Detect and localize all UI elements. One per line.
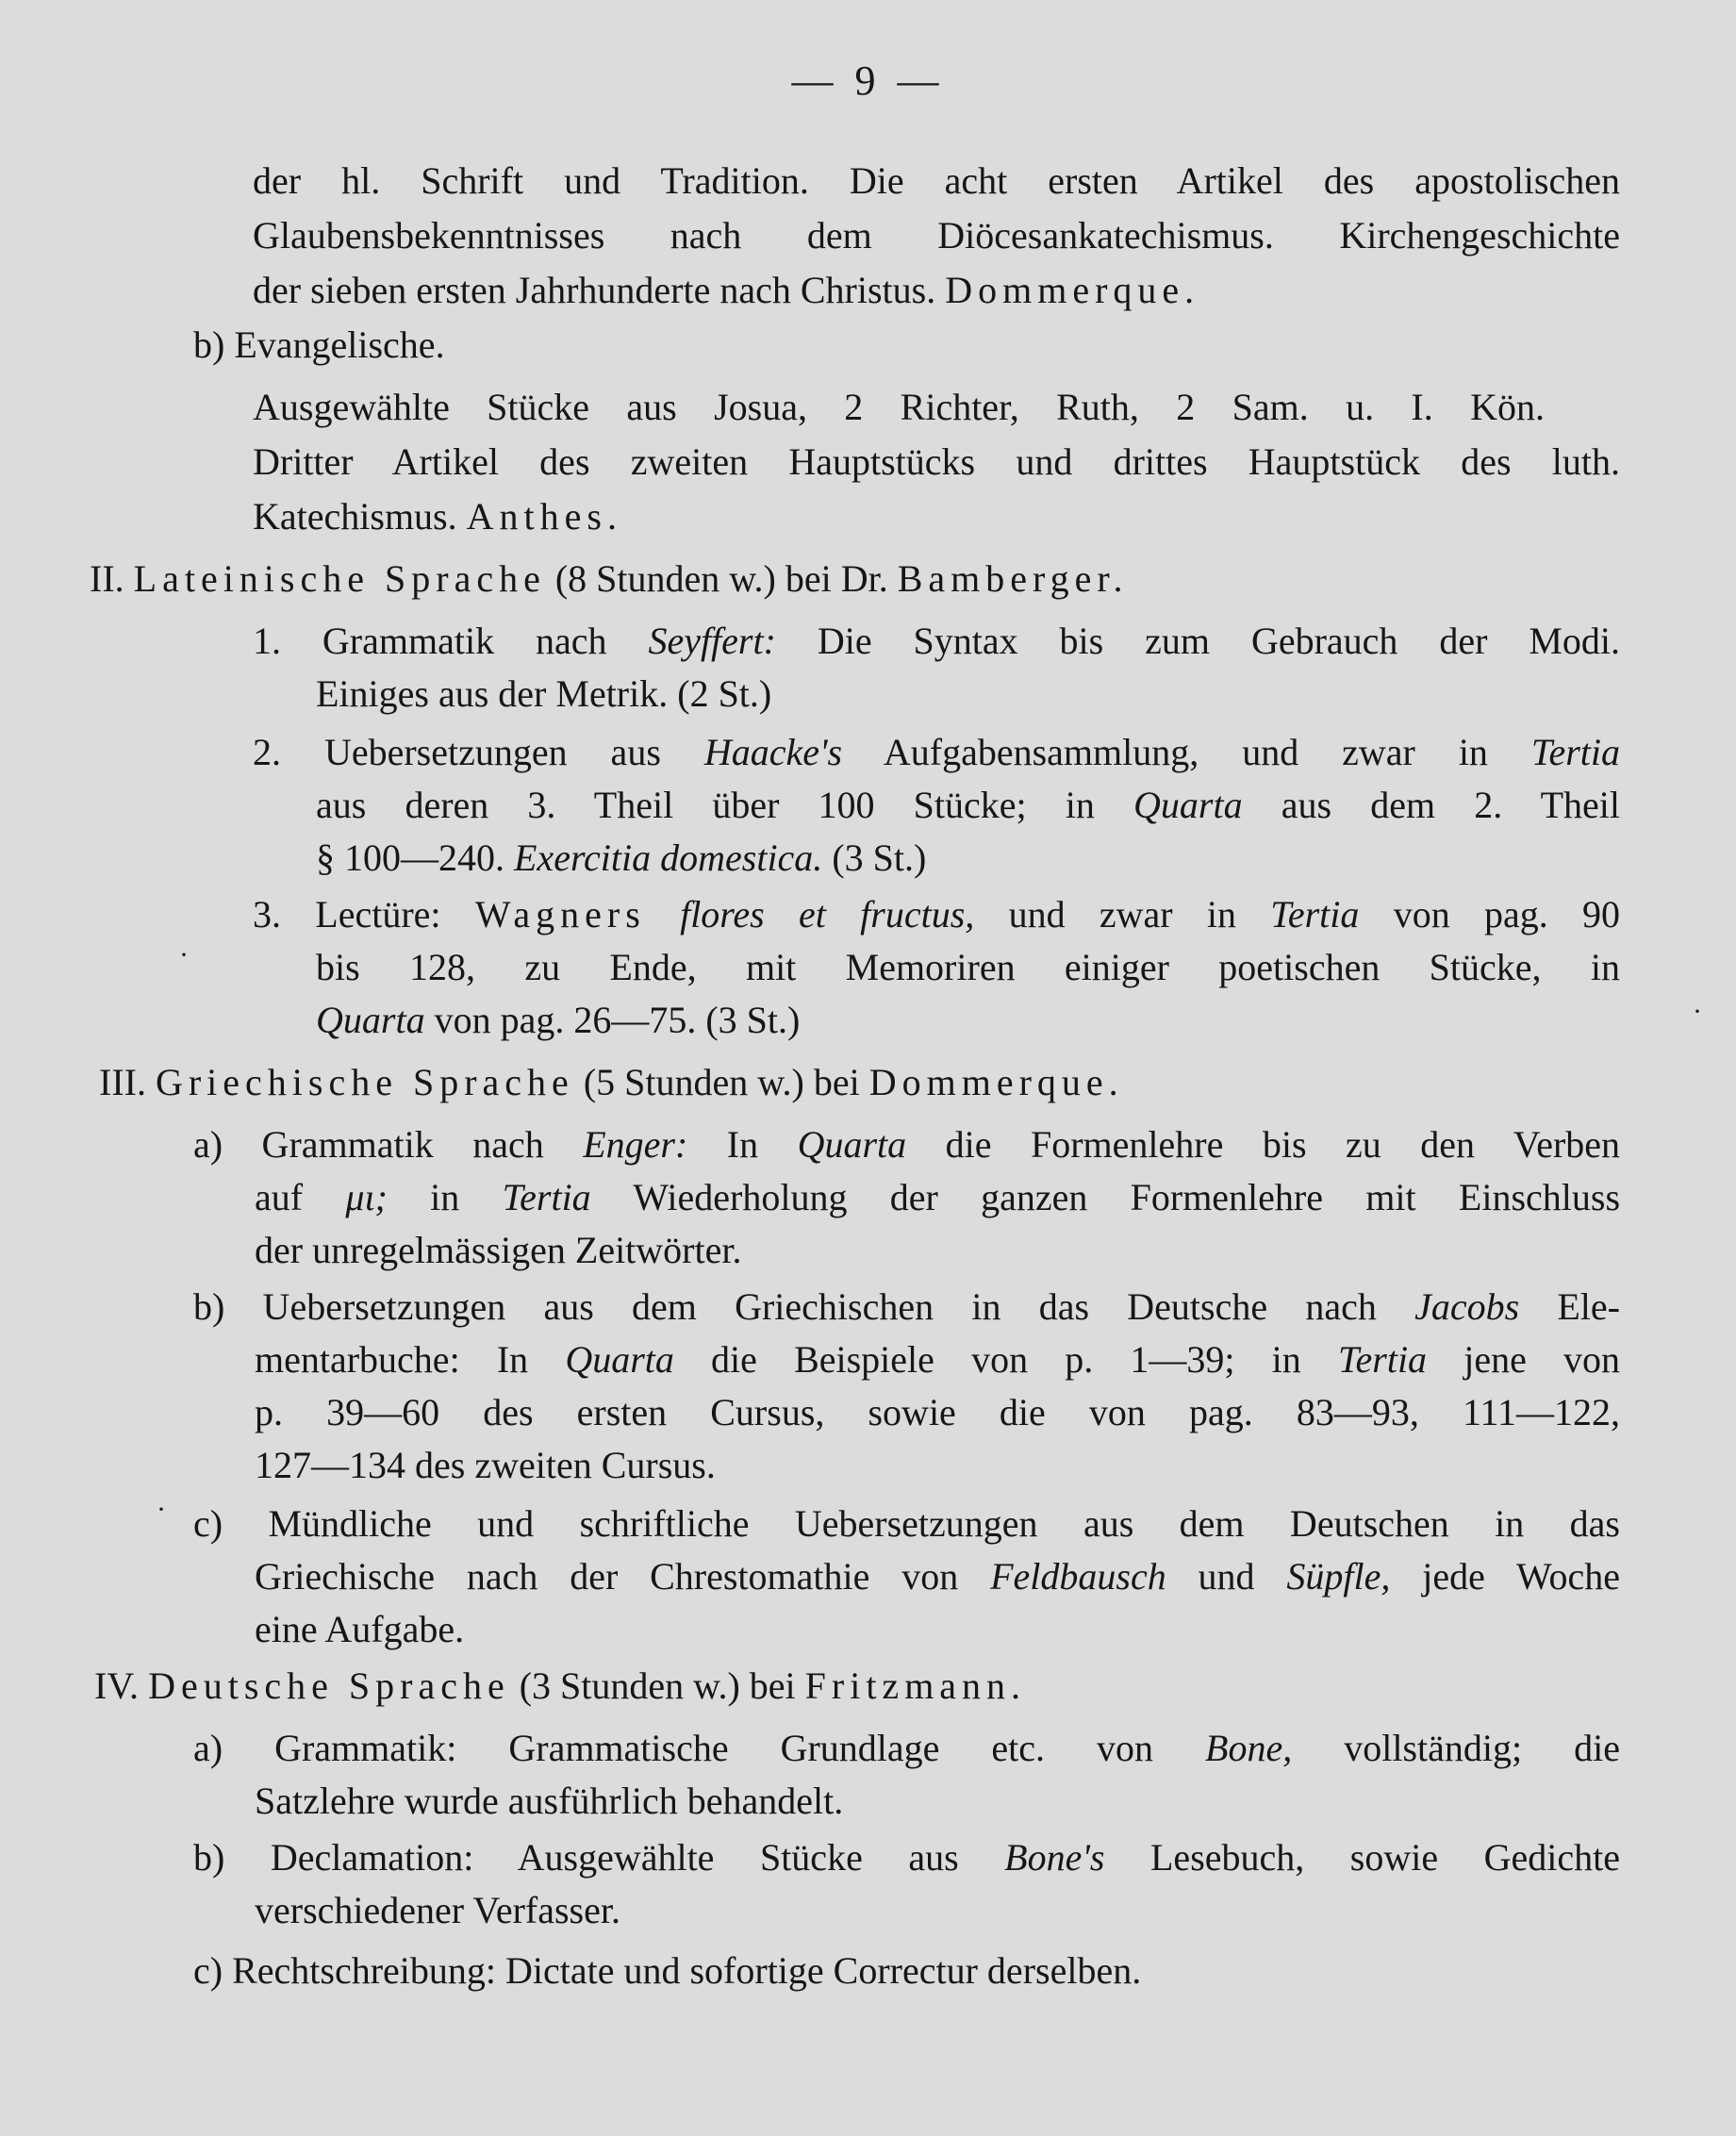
author-name: Bone, — [1205, 1727, 1293, 1769]
text-fragment: die Beispiele von p. 1—39; in — [711, 1338, 1301, 1381]
text-fragment: 1. Grammatik nach — [253, 620, 607, 662]
text-line — [253, 617, 1620, 666]
text-line: 127—134 des zweiten Cursus. — [255, 1444, 716, 1486]
text-fragment: In — [726, 1123, 759, 1166]
text-fragment: von pag. 26—75. (3 St.) — [434, 999, 801, 1041]
text-line — [255, 1552, 1620, 1601]
text-fragment: (3 Stunden w.) bei — [519, 1664, 796, 1707]
section-title: Griechische Sprache — [155, 1061, 574, 1103]
text-line — [193, 1120, 1620, 1169]
class-name: Quarta — [1133, 784, 1243, 826]
speck-mark: · — [1693, 996, 1702, 1027]
text-line — [193, 1724, 1620, 1773]
author-name: Seyffert: — [648, 620, 776, 662]
text-fragment: und — [1198, 1555, 1255, 1598]
subsection-heading: b) Evangelische. — [193, 323, 445, 366]
book-title: flores et fructus, — [680, 893, 975, 936]
class-name: Tertia — [1270, 893, 1360, 936]
text-line — [253, 492, 622, 541]
text-fragment: Griechische nach der Chrestomathie von — [255, 1555, 959, 1598]
author-name: Süpfle, — [1286, 1555, 1391, 1598]
text-line: Ausgewählte Stücke aus Josua, 2 Richter, Ruth, 2 Sam. u. I. Kön. — [253, 386, 1545, 428]
text-line: der unregelmässigen Zeitwörter. — [255, 1229, 742, 1271]
text-fragment: der sieben ersten Jahrhunderte nach Christus. — [253, 269, 936, 311]
text-fragment: a) Grammatik nach — [193, 1123, 544, 1166]
section-number: IV. — [94, 1664, 140, 1707]
text-fragment: vollständig; die — [1344, 1727, 1620, 1769]
section-heading-greek — [99, 1058, 1124, 1107]
text-line: p. 39—60 des ersten Cursus, sowie die von pag. 83—93, 111—122, — [255, 1391, 1620, 1433]
text-line: c) Mündliche und schriftliche Uebersetzungen aus dem Deutschen in das — [193, 1502, 1620, 1545]
text-fragment: 3. Lectüre: — [253, 893, 441, 936]
teacher-name: Bamberger. — [897, 557, 1129, 600]
section-heading-german — [94, 1662, 1026, 1711]
section-number: II. — [90, 557, 124, 600]
author-name: Bone's — [1004, 1836, 1105, 1879]
class-name: Quarta — [797, 1123, 907, 1166]
text-fragment: Die Syntax bis zum Gebrauch der Modi. — [817, 620, 1620, 662]
text-line — [253, 728, 1620, 777]
author-name: Jacobs — [1414, 1285, 1520, 1328]
text-line — [255, 1335, 1620, 1384]
text-line — [316, 996, 800, 1045]
text-fragment: Lesebuch, sowie Gedichte — [1150, 1836, 1620, 1879]
text-line — [253, 890, 1620, 939]
text-fragment: Ele- — [1557, 1285, 1620, 1328]
author-name: Feldbausch — [990, 1555, 1166, 1598]
class-name: Tertia — [502, 1176, 591, 1218]
text-line: c) Rechtschreibung: Dictate und sofortige Correctur derselben. — [193, 1949, 1142, 1992]
text-line: Dritter Artikel des zweiten Hauptstücks und drittes Hauptstück des luth. — [253, 440, 1620, 483]
text-fragment: jede Woche — [1422, 1555, 1621, 1598]
text-line — [193, 1283, 1620, 1332]
text-fragment: Wiederholung der ganzen Formenlehre mit Einschluss — [633, 1176, 1621, 1218]
text-fragment: und zwar in — [1008, 893, 1236, 936]
text-fragment: 2. Uebersetzungen aus — [253, 731, 661, 773]
teacher-name: Anthes. — [466, 495, 622, 538]
teacher-name: Dommerque. — [868, 1061, 1124, 1103]
text-fragment: jene von — [1463, 1338, 1620, 1381]
text-line — [316, 834, 926, 883]
greek-word: μι; — [345, 1176, 388, 1218]
text-line: eine Aufgabe. — [255, 1608, 465, 1650]
text-fragment: aus deren 3. Theil über 100 Stücke; in — [316, 784, 1095, 826]
class-name: Quarta — [565, 1338, 674, 1381]
text-line — [255, 1173, 1620, 1222]
text-fragment: Aufgabensammlung, und zwar in — [883, 731, 1488, 773]
page-number: — 9 — — [791, 58, 945, 104]
text-line: der hl. Schrift und Tradition. Die acht ersten Artikel des apostolischen — [253, 159, 1620, 202]
author-name: Enger: — [583, 1123, 688, 1166]
text-line: Einiges aus der Metrik. (2 St.) — [316, 672, 772, 715]
speck-mark: · — [157, 1494, 166, 1525]
section-title: Lateinische Sprache — [133, 557, 546, 600]
text-fragment: (5 Stunden w.) bei — [583, 1061, 860, 1103]
speck-mark: · — [179, 939, 189, 970]
teacher-name: Fritzmann. — [804, 1664, 1027, 1707]
teacher-name: Dommerque. — [945, 269, 1200, 311]
author-name: Haacke's — [703, 731, 843, 773]
text-fragment: (8 Stunden w.) bei Dr. — [554, 557, 888, 600]
text-fragment: mentarbuche: In — [255, 1338, 529, 1381]
text-line: bis 128, zu Ende, mit Memoriren einiger poetischen Stücke, in — [316, 946, 1620, 988]
text-line: Satzlehre wurde ausführlich behandelt. — [255, 1780, 844, 1822]
text-line — [193, 1833, 1620, 1882]
author-name: Wagners — [474, 893, 646, 936]
text-fragment: aus dem 2. Theil — [1281, 784, 1621, 826]
text-line — [316, 781, 1620, 830]
class-name: Tertia — [1530, 731, 1621, 773]
text-fragment: von pag. 90 — [1393, 893, 1621, 936]
text-fragment: in — [430, 1176, 460, 1218]
text-fragment: die Formenlehre bis zu den Verben — [945, 1123, 1621, 1166]
section-number: III. — [99, 1061, 146, 1103]
text-fragment: b) Declamation: Ausgewählte Stücke aus — [193, 1836, 959, 1879]
text-fragment: Exercitia domestica. — [514, 836, 823, 879]
class-name: Tertia — [1337, 1338, 1428, 1381]
text-fragment: b) Uebersetzungen aus dem Griechischen in das Deutsche nach — [193, 1285, 1377, 1328]
text-fragment: § 100—240. — [316, 836, 504, 879]
text-fragment: a) Grammatik: Grammatische Grundlage etc. von — [193, 1727, 1154, 1769]
class-name: Quarta — [316, 999, 425, 1041]
text-line: Glaubensbekenntnisses nach dem Diöcesankatechismus. Kirchengeschichte — [253, 214, 1620, 257]
text-fragment: (3 St.) — [832, 836, 927, 879]
section-title: Deutsche Sprache — [148, 1664, 510, 1707]
text-line: verschiedener Verfasser. — [255, 1889, 620, 1931]
text-fragment: Katechismus. — [253, 495, 457, 538]
text-fragment: auf — [255, 1176, 304, 1218]
text-line — [253, 266, 1199, 315]
section-heading-latin — [90, 555, 1129, 604]
